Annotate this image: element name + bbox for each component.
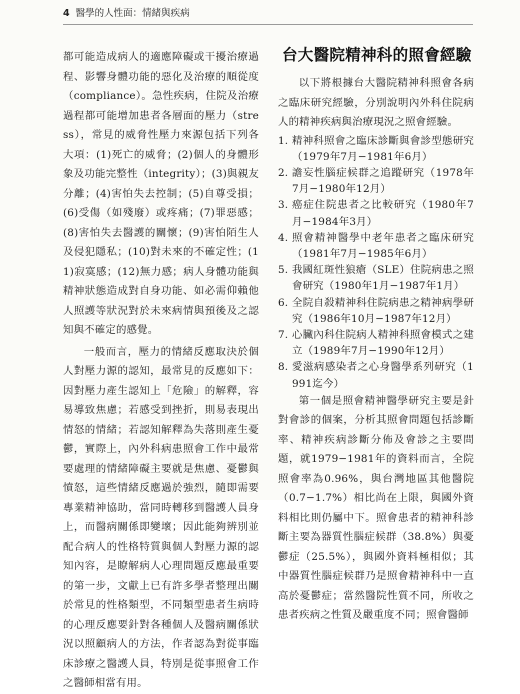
study-text: 全院自殺精神科住院病患之精神病學研究（1986年10月−1987年12月） <box>292 296 474 325</box>
study-text: 精神科照會之臨床診斷與會診型態研究（1979年7月−1981年6月） <box>292 134 474 163</box>
study-item <box>278 230 474 262</box>
study-number: 6. <box>278 296 289 309</box>
study-text: 愛滋病感染者之心身醫學系列研究（1991迄今） <box>292 361 474 390</box>
paragraph-consultation-findings: 第一個是照會精神醫學研究主要是針對會診的個案，分析其照會問題包括診斷率、精神疾病診斷分佈及會診之主要問題，就1979−1981年的資料而言，全院照會率為0.96%，與台灣地區其他醫院（0.7−1.7%）相比尚在上限，與國外資料相比則仍屬中下。照會患者的精神科診斷主要為器質性腦症候群（38.8%）與憂鬱症（25.5%），與國外資料極相似；其中器質性腦症候群乃是照會精神科中一直高於憂鬱症；當然醫院性質不同，所收之患者疾病之性質及嚴重度不同；照會醫師 <box>278 394 474 622</box>
study-number: 2. <box>278 166 289 179</box>
study-text: 心臟內科住院病人精神科照會模式之建立（1989年7月−1990年12月） <box>292 328 474 358</box>
study-text: 譫妄性腦症候群之追蹤研究（1978年7月−1980年12月） <box>292 166 474 196</box>
study-number: 8. <box>278 361 289 374</box>
study-list <box>278 133 474 392</box>
study-item <box>278 165 474 197</box>
study-text: 癌症住院患者之比較研究（1980年7月−1984年3月） <box>292 199 474 228</box>
paragraph-emotional-reactions: 一般而言，壓力的情緒反應取決於個人對壓力源的認知，最常見的反應如下：因對壓力產生認知上「危險」的解釋，容易導致焦慮；若感受到挫折，則易表現出情怒的情緒；若認知解釋為失落則產生憂鬱，實際上，內外科病患照會工作中最常要處理的情緒障礙主要就是焦慮、憂鬱與憤怒，這些情緒反應過於強烈，隨即需要專業精神協助，當同時轉移到醫護人員身上，而醫病關係即變壞；因此能夠辨別並配合病人的性格特質與個人對壓力源的認知內容，是瞭解病人心理問題反應最重要的第一步，文獻上已有許多學者整理出關於常見的性格類型，不同類型患者生病時的心理反應要針對各種個人及醫病關係狀況以照顧病人的方法，作者認為對從事臨床診療之醫護人員，特別是從事照會工作之醫師相當有用。 <box>63 345 259 689</box>
study-item <box>278 133 474 165</box>
study-text: 照會精神醫學中老年患者之臨床研究（1981年7月−1985年6月） <box>292 231 474 260</box>
study-number: 4. <box>278 231 289 244</box>
study-number: 5. <box>278 264 289 277</box>
header-rule <box>63 24 473 25</box>
study-item <box>278 197 474 229</box>
paragraph-stress-sources: 都可能造成病人的適應障礙或干擾治療過程、影響身體功能的惡化及治療的順從度（compliance）。急性疾病，住院及治療過程都可能增加患者各層面的壓力（stress），常見的威脅性壓力來源包括下列各大項：(1)死亡的威脅；(2)個人的身體形象及功能完整性（integrity）；(3)與親友分離；(4)害怕失去控制；(5)自尊受損；(6)受傷（如殘廢）或疼痛；(7)罪惡感；(8)害怕失去醫護的關懷；(9)害怕陌生人及侵犯隱私；(10)對未來的不確定性；(11)寂寞感；(12)無力感；病人身體功能與精神狀態造成對自身功能、如必需仰賴他人照護等狀況對於未來病情與預後及之認知與不確定的感覺。 <box>63 51 259 336</box>
study-item <box>278 262 474 294</box>
study-item <box>278 327 474 359</box>
section-title: 台大醫院精神科的照會經驗 <box>282 46 472 64</box>
study-number: 1. <box>278 134 289 147</box>
running-head <box>63 7 190 21</box>
study-item <box>278 359 474 391</box>
right-column <box>278 40 474 626</box>
paragraph-intro: 以下將根據台大醫院精神科照會各病之臨床研究經驗，分別說明內外科住院病人的精神疾病與治療現況之照會經驗。 <box>278 77 474 128</box>
study-text: 我國紅斑性狼瘡（SLE）住院病患之照會研究（1980年1月−1987年1月） <box>292 264 474 293</box>
study-item <box>278 295 474 327</box>
page-number: 4 <box>63 8 70 19</box>
running-title: 醫學的人性面：情緒與疾病 <box>75 8 190 19</box>
study-number: 7. <box>278 328 289 341</box>
left-column <box>63 48 259 694</box>
study-number: 3. <box>278 199 289 212</box>
